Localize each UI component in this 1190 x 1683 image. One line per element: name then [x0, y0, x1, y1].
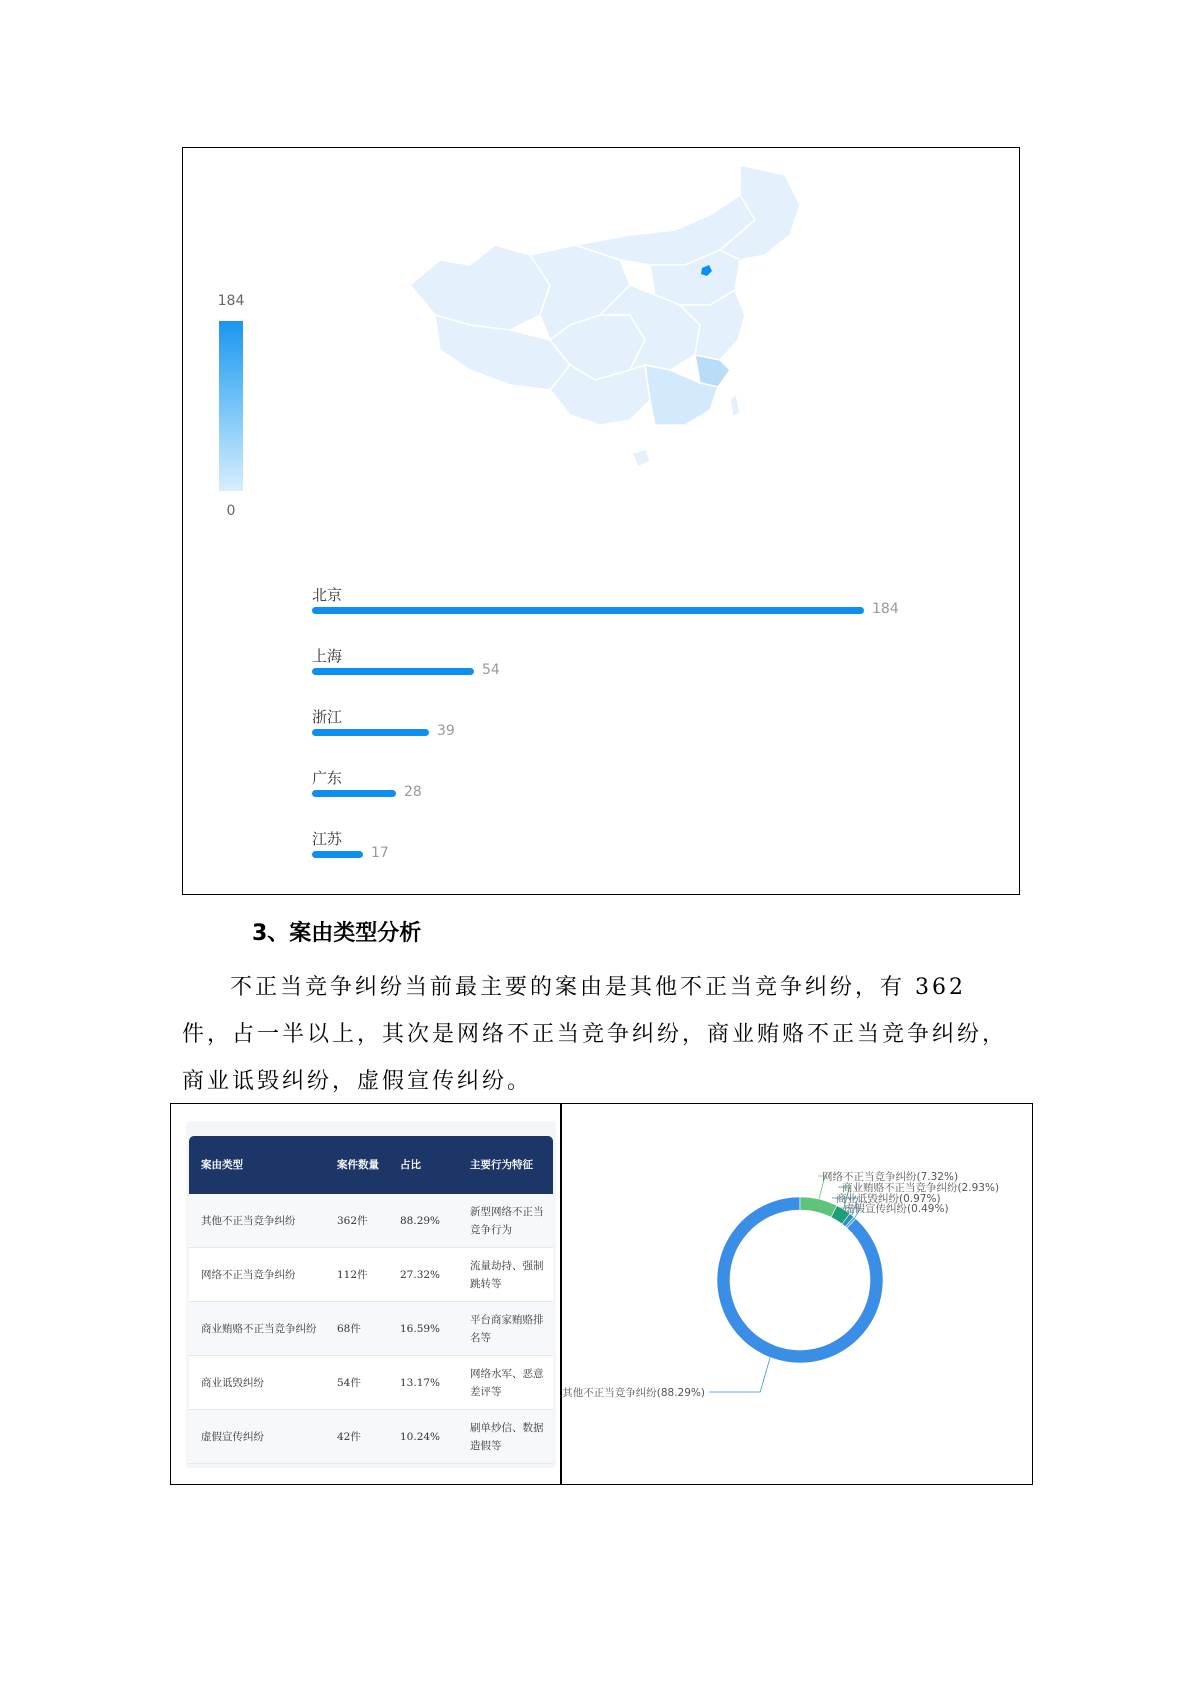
map-region-hainan [632, 449, 650, 467]
table-cell: 112件 [325, 1248, 388, 1302]
table-cell: 商业贿赂不正当竞争纠纷 [189, 1302, 325, 1356]
table-cell: 刷单炒信、数据造假等 [458, 1410, 553, 1464]
table-header-row [189, 1136, 553, 1194]
donut-label: 其他不正当竞争纠纷(88.29%) [562, 1387, 705, 1399]
province-label: 浙江 [312, 708, 343, 726]
table-cell: 商业诋毁纠纷 [189, 1356, 325, 1410]
section-heading: 3、案由类型分析 [252, 921, 422, 946]
table-cell: 88.29% [388, 1194, 458, 1248]
case-type-donut-chart [562, 1160, 1030, 1400]
table-cell: 13.17% [388, 1356, 458, 1410]
province-label: 北京 [312, 586, 343, 604]
table-row [189, 1194, 553, 1248]
donut-slice [717, 1197, 883, 1363]
donut-label: 网络不正当竞争纠纷(7.32%) [822, 1171, 959, 1183]
table-cell: 新型网络不正当竞争行为 [458, 1194, 553, 1248]
province-label: 广东 [312, 769, 343, 787]
table-cell: 10.24% [388, 1410, 458, 1464]
donut-label: 商业贿赂不正当竞争纠纷(2.93%) [842, 1182, 1000, 1194]
table-cell: 27.32% [388, 1248, 458, 1302]
table-cell: 其他不正当竞争纠纷 [189, 1194, 325, 1248]
table-cell: 流量劫持、强制跳转等 [458, 1248, 553, 1302]
donut-label: 虚假宣传纠纷(0.49%) [844, 1203, 949, 1215]
map-region-zhejiang [695, 355, 730, 387]
figure-divider [560, 1103, 562, 1485]
donut-label: 商业诋毁纠纷(0.97%) [836, 1193, 941, 1205]
section-paragraph: 不正当竞争纠纷当前最主要的案由是其他不正当竞争纠纷，有 362 件，占一半以上，其次是网络不正当竞争纠纷，商业贿赂不正当竞争纠纷，商业诋毁纠纷，虚假宣传纠纷。 [182, 975, 1008, 1094]
donut-leader-line [709, 1357, 770, 1392]
donut-slices [717, 1197, 883, 1363]
map-region-taiwan [730, 393, 740, 417]
table-header-cell: 案由类型 [189, 1136, 325, 1194]
table-cell: 网络不正当竞争纠纷 [189, 1248, 325, 1302]
table-header-cell: 案件数量 [325, 1136, 388, 1194]
province-bar [312, 729, 429, 736]
province-value: 17 [371, 845, 389, 861]
map-region-west [410, 245, 550, 330]
china-map [400, 165, 850, 510]
province-label: 上海 [312, 647, 343, 665]
table-row [189, 1410, 553, 1464]
table-cell: 虚假宣传纠纷 [189, 1410, 325, 1464]
table-row [189, 1248, 553, 1302]
province-value: 184 [872, 601, 899, 617]
legend-max-label: 184 [217, 293, 245, 309]
table-cell: 42件 [325, 1410, 388, 1464]
table-cell: 网络水军、恶意差评等 [458, 1356, 553, 1410]
table-header-cell: 占比 [388, 1136, 458, 1194]
donut-slice [800, 1197, 837, 1217]
table-cell: 16.59% [388, 1302, 458, 1356]
province-label: 江苏 [312, 830, 343, 848]
province-value: 28 [404, 784, 422, 800]
china-map-regions [410, 165, 800, 467]
table-cell: 平台商家贿赂排名等 [458, 1302, 553, 1356]
table-cell: 68件 [325, 1302, 388, 1356]
legend-min-label: 0 [226, 503, 236, 519]
province-bar [312, 607, 864, 614]
table-header-cell: 主要行为特征 [458, 1136, 553, 1194]
province-bar [312, 668, 474, 675]
province-bar [312, 851, 363, 858]
table-cell: 362件 [325, 1194, 388, 1248]
legend-gradient-bar [219, 321, 243, 491]
table-row [189, 1356, 553, 1410]
province-value: 54 [482, 662, 500, 678]
table-cell: 54件 [325, 1356, 388, 1410]
case-type-table [189, 1136, 553, 1464]
province-bar [312, 790, 396, 797]
table-row [189, 1302, 553, 1356]
province-value: 39 [437, 723, 455, 739]
